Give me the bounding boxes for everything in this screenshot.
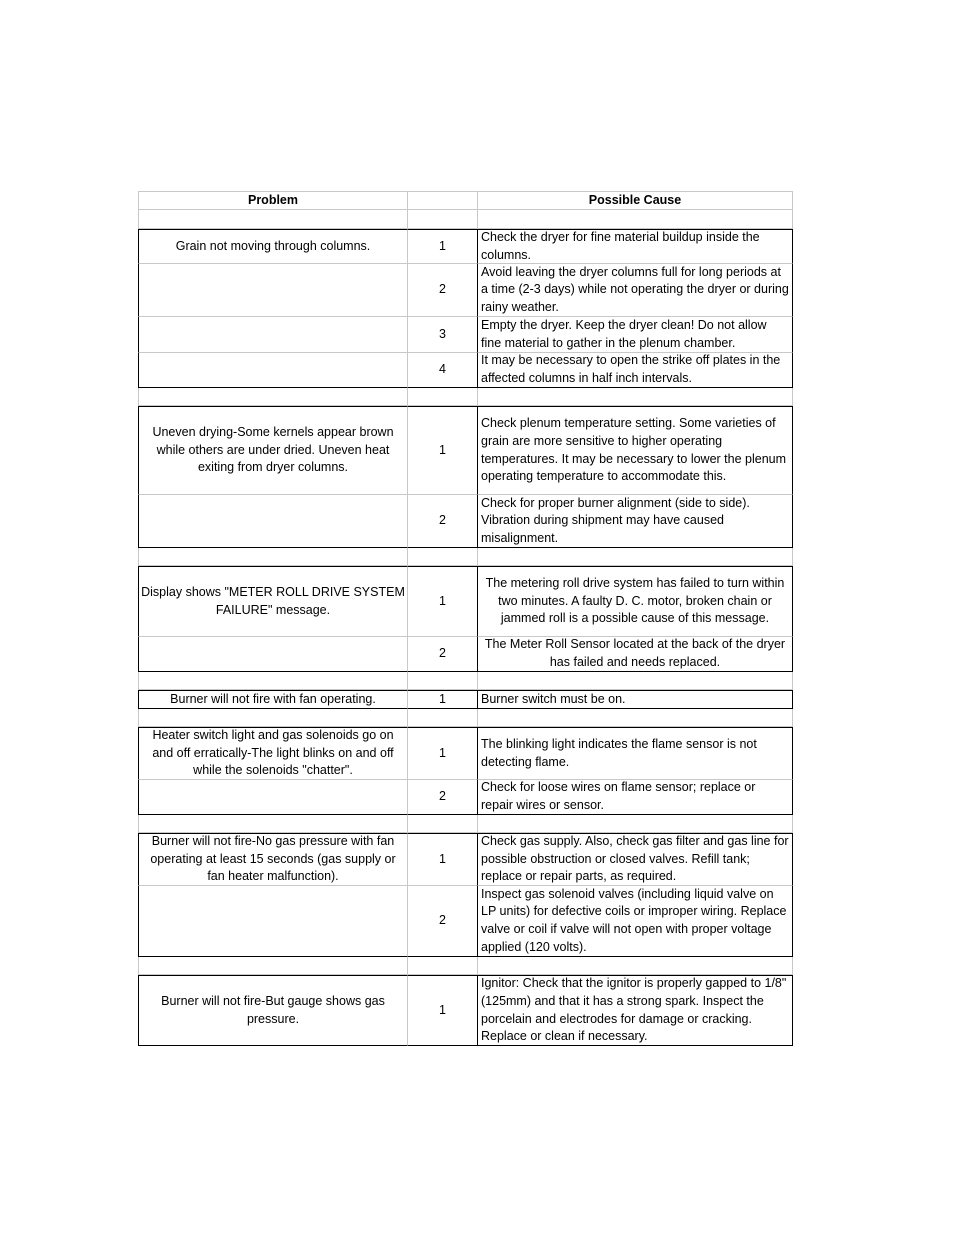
table-row <box>138 886 793 957</box>
spacer-row <box>138 548 793 566</box>
spacer-row <box>138 709 793 727</box>
cause-text: Avoid leaving the dryer columns full for long periods at a time (2-3 days) while not operating the dryer or during rainy weather. <box>478 264 793 317</box>
cause-text: Empty the dryer. Keep the dryer clean! Do not allow fine material to gather in the plenum chamber. <box>478 317 793 353</box>
problem-text: Burner will not fire-No gas pressure with fan operating at least 15 seconds (gas supply or fan heater malfunction). <box>138 833 408 886</box>
cause-text: The blinking light indicates the flame sensor is not detecting flame. <box>478 727 793 780</box>
cause-number: 1 <box>408 566 478 637</box>
cause-text: The Meter Roll Sensor located at the back of the dryer has failed and needs replaced. <box>478 637 793 672</box>
problem-group-heater-switch <box>138 727 793 815</box>
cause-number: 2 <box>408 264 478 317</box>
table-row <box>138 264 793 317</box>
cause-number: 3 <box>408 317 478 353</box>
cause-number: 1 <box>408 229 478 264</box>
table-row <box>138 727 793 780</box>
problem-text: Uneven drying-Some kernels appear brown while others are under dried. Uneven heat exiting from dryer columns. <box>138 406 408 495</box>
cause-text: Ignitor: Check that the ignitor is properly gapped to 1/8" (125mm) and that it has a strong spark. Inspect the porcelain and electrodes for damage or cracking. Replace or clean if necessary. <box>478 975 793 1046</box>
header-problem: Problem <box>138 191 408 210</box>
cause-number: 1 <box>408 833 478 886</box>
problem-group-grain-not-moving <box>138 229 793 388</box>
problem-group-uneven-drying <box>138 406 793 548</box>
table-row <box>138 975 793 1046</box>
problem-text: Grain not moving through columns. <box>138 229 408 264</box>
problem-group-no-gas-pressure <box>138 833 793 957</box>
table-row <box>138 406 793 495</box>
problem-text: Burner will not fire-But gauge shows gas pressure. <box>138 975 408 1046</box>
cause-number: 2 <box>408 886 478 957</box>
header-number <box>408 191 478 210</box>
cause-text: Check for loose wires on flame sensor; replace or repair wires or sensor. <box>478 780 793 815</box>
cause-text: It may be necessary to open the strike off plates in the affected columns in half inch intervals. <box>478 353 793 388</box>
cause-number: 1 <box>408 406 478 495</box>
cause-text: Check plenum temperature setting. Some varieties of grain are more sensitive to higher operating temperatures. It may be necessary to lower the plenum operating temperature to accommodate this. <box>478 406 793 495</box>
cause-text: Burner switch must be on. <box>478 690 793 709</box>
cause-number: 2 <box>408 495 478 548</box>
spacer-row <box>138 957 793 975</box>
table-row <box>138 317 793 353</box>
cause-text: Check for proper burner alignment (side to side). Vibration during shipment may have caused misalignment. <box>478 495 793 548</box>
problem-group-burner-fan <box>138 690 793 709</box>
spacer-row <box>138 388 793 406</box>
table-row <box>138 566 793 637</box>
spacer-row <box>138 210 793 229</box>
cause-number: 2 <box>408 780 478 815</box>
table-row <box>138 353 793 388</box>
troubleshooting-table <box>138 191 793 1046</box>
cause-number: 1 <box>408 975 478 1046</box>
header-possible-cause: Possible Cause <box>478 191 793 210</box>
cause-text: Check the dryer for fine material buildup inside the columns. <box>478 229 793 264</box>
cause-number: 1 <box>408 727 478 780</box>
table-row <box>138 780 793 815</box>
cause-number: 1 <box>408 690 478 709</box>
cause-number: 2 <box>408 637 478 672</box>
problem-text: Heater switch light and gas solenoids go on and off erratically-The light blinks on and off while the solenoids "chatter". <box>138 727 408 780</box>
table-header <box>138 191 793 210</box>
cause-text: Check gas supply. Also, check gas filter and gas line for possible obstruction or closed valves. Refill tank; replace or repair parts, as required. <box>478 833 793 886</box>
spacer-row <box>138 672 793 690</box>
table-row <box>138 833 793 886</box>
problem-group-meter-roll-failure <box>138 566 793 672</box>
problem-text: Display shows "METER ROLL DRIVE SYSTEM FAILURE" message. <box>138 566 408 637</box>
spacer-row <box>138 815 793 833</box>
cause-text: The metering roll drive system has failed to turn within two minutes. A faulty D. C. motor, broken chain or jammed roll is a possible cause of this message. <box>478 566 793 637</box>
cause-number: 4 <box>408 353 478 388</box>
problem-group-gauge-shows-pressure <box>138 975 793 1046</box>
table-row <box>138 495 793 548</box>
cause-text: Inspect gas solenoid valves (including liquid valve on LP units) for defective coils or improper wiring. Replace valve or coil if valve will not open with proper voltage applied (120 volts). <box>478 886 793 957</box>
table-row <box>138 229 793 264</box>
table-row <box>138 637 793 672</box>
table-row <box>138 690 793 709</box>
problem-text: Burner will not fire with fan operating. <box>138 690 408 709</box>
